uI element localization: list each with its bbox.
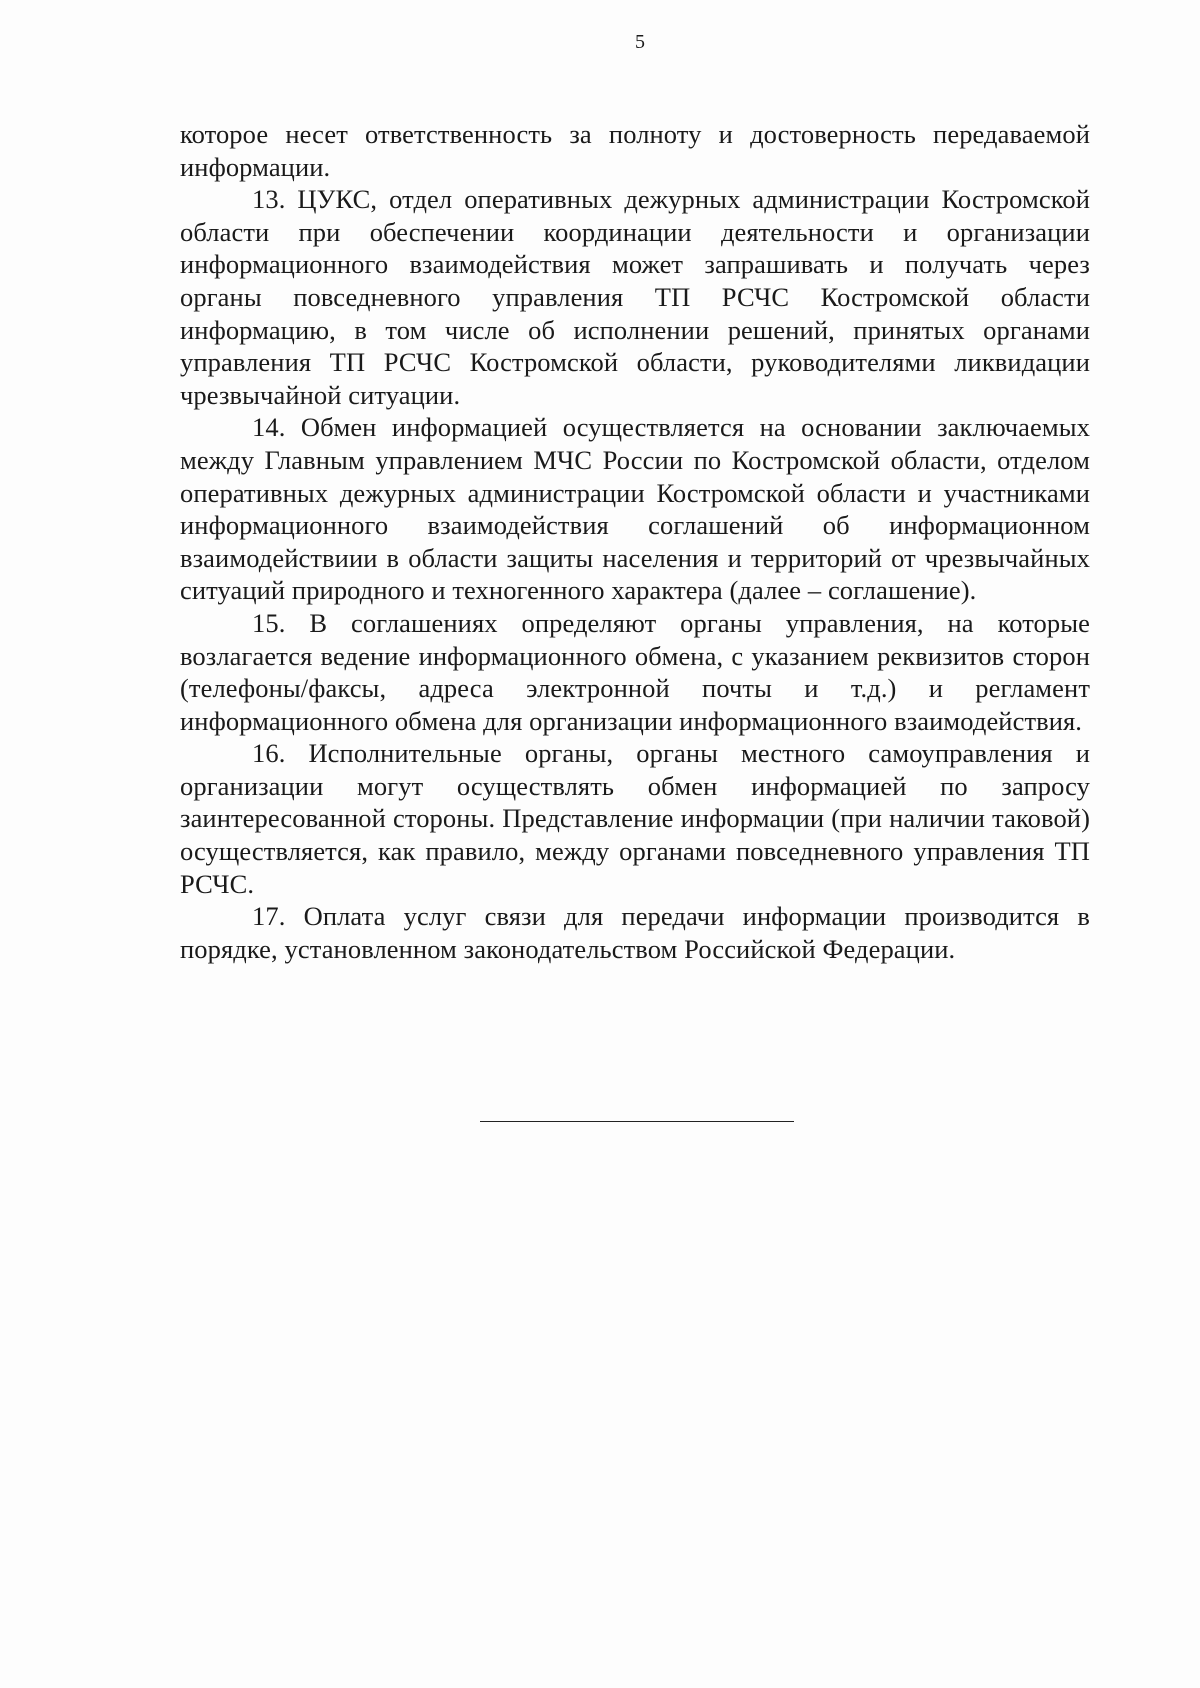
paragraph-17: 17. Оплата услуг связи для передачи информации производится в порядке, установленном законодательством Российской Федерации. (180, 901, 1090, 964)
paragraph-continuation: которое несет ответственность за полноту и достоверность передаваемой информации. (180, 119, 1090, 182)
paragraph-16: 16. Исполнительные органы, органы местного самоуправления и организации могут осуществлять обмен информацией по запросу заинтересованной стороны. Представление информации (при наличии таковой) осуществляется, как правило, между органами повседневного управления ТП РСЧС. (180, 738, 1090, 899)
end-of-document-rule (480, 1121, 794, 1122)
paragraph-15: 15. В соглашениях определяют органы управления, на которые возлагается ведение информационного обмена, с указанием реквизитов сторон (телефоны/факсы, адреса электронной почты и т.д.) и регламент информационного обмена для организации информационного взаимодействия. (180, 607, 1090, 736)
paragraph-14: 14. Обмен информацией осуществляется на основании заключаемых между Главным управлением МЧС России по Костромской области, отделом оперативных дежурных администрации Костромской области и участниками информационного взаимодействия соглашений об информационном взаимодействиии в области защиты населения и территорий от чрезвычайных ситуаций природного и техногенного характера (далее – соглашение). (180, 412, 1090, 606)
document-body (180, 118, 1090, 965)
page-number: 5 (635, 31, 645, 53)
paragraph-13: 13. ЦУКС, отдел оперативных дежурных администрации Костромской области при обеспечении координации деятельности и организации информационного взаимодействия может запрашивать и получать через органы повседневного управления ТП РСЧС Костромской области информацию, в том числе об исполнении решений, принятых органами управления ТП РСЧС Костромской области, руководителями ликвидации чрезвычайной ситуации. (180, 184, 1090, 410)
